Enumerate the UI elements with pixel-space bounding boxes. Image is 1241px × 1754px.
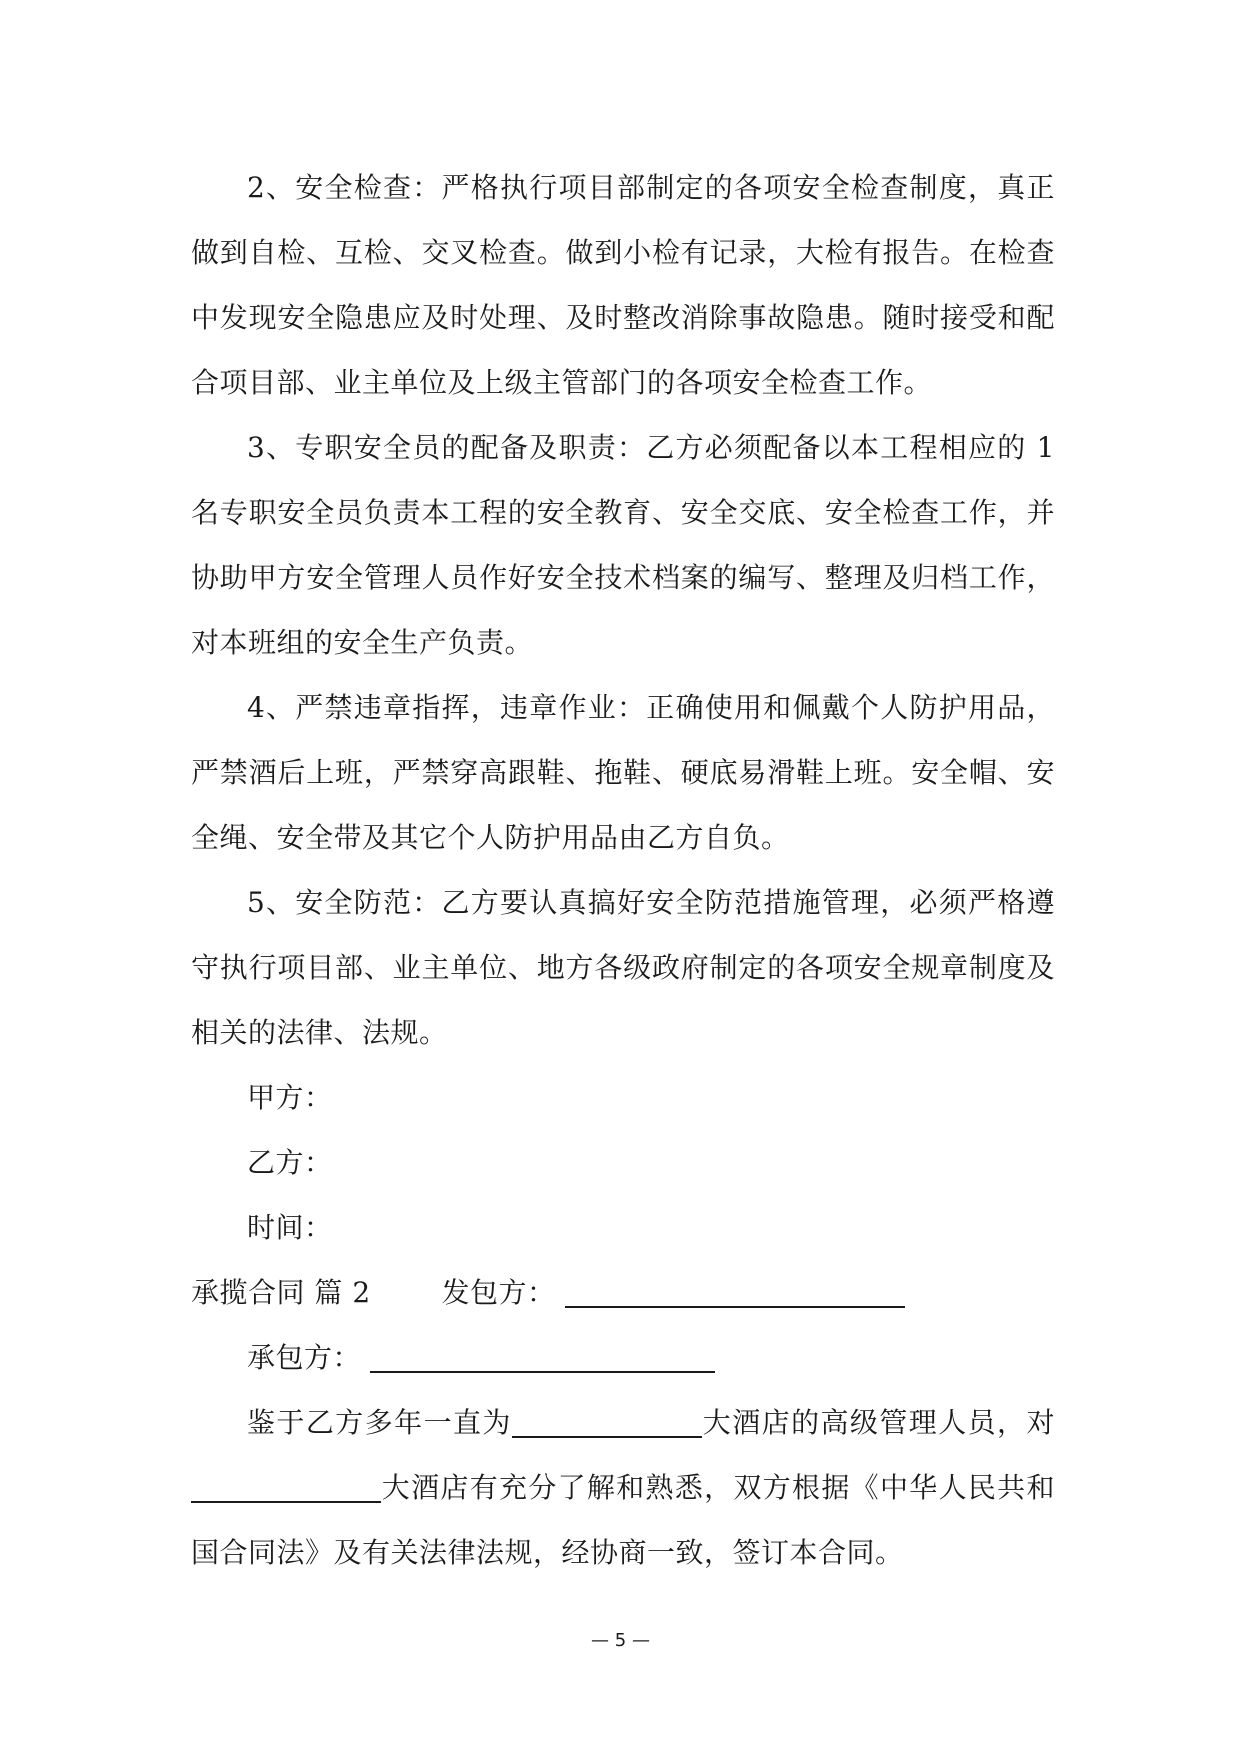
contract2-heading: [191, 1260, 1055, 1325]
issuer-label: 发包方：: [441, 1276, 556, 1309]
body-mid-text-1: 大酒店的高级管理人员，对: [701, 1406, 1055, 1439]
party-b-line: 乙方：: [247, 1146, 333, 1179]
contractor-blank[interactable]: [370, 1343, 715, 1373]
contract2-title: 承揽合同: [191, 1276, 306, 1309]
contract2-part: 篇 2: [314, 1276, 371, 1309]
paragraph-safety-officer: 3、专职安全员的配备及职责：乙方必须配备以本工程相应的 1名专职安全员负责本工程的安全教育、安全交底、安全检查工作，并协助甲方安全管理人员作好安全技术档案的编写、整理及归档工作，对本班组的安全生产负责。: [191, 431, 1055, 659]
paragraph-contract2-body: [191, 1390, 1055, 1585]
body-start-text: 鉴于乙方多年一直为: [247, 1406, 512, 1439]
paragraph-no-violation: 4、严禁违章指挥，违章作业：正确使用和佩戴个人防护用品，严禁酒后上班，严禁穿高跟鞋、拖鞋、硬底易滑鞋上班。安全帽、安全绳、安全带及其它个人防护用品由乙方自负。: [191, 691, 1055, 854]
party-a-line: 甲方：: [247, 1081, 333, 1114]
contractor-line: [191, 1325, 1055, 1390]
issuer-blank[interactable]: [565, 1278, 905, 1308]
hotel-name-blank-1[interactable]: [512, 1408, 702, 1438]
document-body: [191, 155, 1055, 1585]
body-mid-text-2: 大酒店有充分了解和熟悉，双方根据《中华人民共和国合同法》及有关法律法规，经协商一致，签订本合同。: [191, 1471, 1055, 1569]
time-line: 时间：: [247, 1211, 333, 1244]
paragraph-safety-inspection: 2、安全检查：严格执行项目部制定的各项安全检查制度，真正做到自检、互检、交叉检查。做到小检有记录，大检有报告。在检查中发现安全隐患应及时处理、及时整改消除事故隐患。随时接受和配合项目部、业主单位及上级主管部门的各项安全检查工作。: [191, 171, 1055, 399]
hotel-name-blank-2[interactable]: [191, 1473, 381, 1503]
contractor-label: 承包方：: [247, 1341, 362, 1374]
paragraph-safety-prevention: 5、安全防范：乙方要认真搞好安全防范措施管理，必须严格遵守执行项目部、业主单位、地方各级政府制定的各项安全规章制度及相关的法律、法规。: [191, 886, 1055, 1049]
page-number: — 5 —: [591, 1630, 650, 1651]
